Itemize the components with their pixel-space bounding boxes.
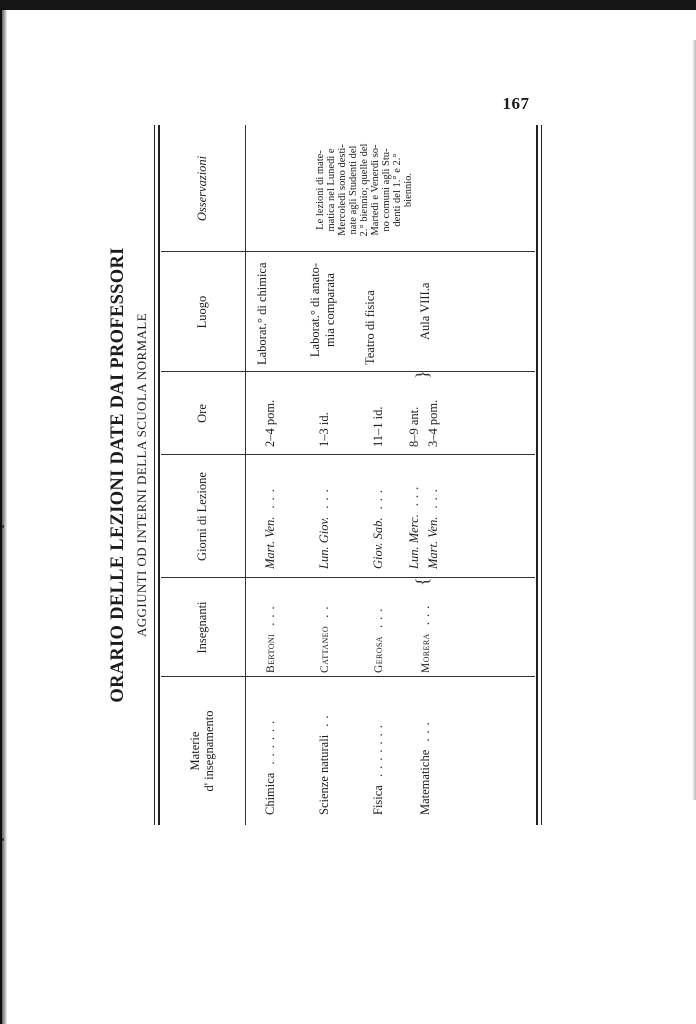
page-title: ORARIO DELLE LEZIONI DATE DAI PROFESSORI (108, 247, 128, 703)
page-number: 167 (502, 94, 530, 113)
leader-dots: ... (418, 717, 432, 750)
header-materie-line2: d' insegnamento (202, 710, 216, 792)
table-row-chimica (262, 716, 278, 815)
header-giorni: Giorni di Lezione (195, 472, 209, 561)
header-materie-line1: Materie (188, 731, 202, 771)
brace-icon: } (412, 370, 432, 379)
leader-dots: ... (426, 484, 440, 517)
insegnante-name: Bertoni (265, 633, 277, 673)
header-insegnanti: Insegnanti (195, 601, 209, 654)
note-line: Le lezioni di mate- (315, 150, 326, 230)
table-row-scienze (316, 710, 332, 815)
leader-dots: .. (317, 601, 331, 626)
insegnante-name: Morera (420, 633, 432, 673)
giorni-cell (425, 484, 441, 569)
scan-left-edge-line (0, 10, 2, 1024)
materia-cell: Scienze naturali (317, 734, 331, 815)
header-ore: Ore (195, 404, 209, 423)
insegnante-cell (417, 601, 434, 673)
header-materie (161, 677, 243, 825)
note-line: Mercoledì sono desti- (337, 144, 348, 236)
note-line: nate agli Studenti del (348, 145, 359, 235)
rotated-timetable (105, 125, 545, 825)
giorni-text: Giov. Sab. (371, 517, 385, 569)
scan-right-edge (692, 40, 696, 800)
giorni-cell (370, 485, 386, 569)
giorni-text: Lun. Merc. (407, 514, 421, 569)
materia-cell: Fisica (371, 785, 385, 815)
giorni-cell (262, 484, 278, 569)
giorni-text: Mart. Ven. (426, 516, 440, 569)
brace-icon: { (412, 577, 432, 586)
scan-speck (2, 525, 4, 528)
giorni-cell (316, 484, 332, 569)
leader-dots: ... (407, 481, 421, 515)
ore-cell: 2–4 pom. (263, 399, 277, 447)
ore-cell: 8–9 ant. (407, 406, 421, 447)
giorni-cell (406, 482, 422, 569)
insegnante-name: Cattaneo (319, 625, 331, 673)
luogo-cell (308, 255, 338, 365)
page-subtitle: AGGIUNTI OD INTERNI DELLA SCUOLA NORMALE (134, 313, 149, 638)
note-line: denti del 1.° e 2.° (392, 153, 403, 227)
ore-cell: 1–3 id. (317, 412, 331, 447)
insegnante-cell (262, 601, 279, 673)
osservazioni-note (315, 128, 414, 252)
luogo-line2: mia comparata (323, 273, 337, 347)
note-line: no comuni agli Stu- (381, 148, 392, 232)
table-row-matematiche (417, 717, 433, 815)
materia-cell: Chimica (263, 772, 277, 815)
leader-dots: ... (263, 601, 277, 634)
leader-dots: .. (317, 710, 331, 735)
insegnante-cell (316, 602, 333, 674)
scan-speck (2, 838, 4, 841)
leader-dots: ... (418, 600, 432, 634)
note-line: Martedì e Venerdì so- (370, 144, 381, 236)
luogo-line1: Laborat.° di anato- (308, 262, 322, 358)
table-row-fisica (370, 720, 386, 815)
header-luogo: Luogo (195, 295, 209, 329)
insegnante-name: Gerosa (373, 636, 385, 673)
timetable (154, 125, 542, 825)
leader-dots: ... (317, 484, 331, 517)
ore-cell: 3–4 pom. (426, 399, 440, 447)
materia-cell: Matematiche (418, 749, 432, 815)
header-rule (245, 125, 246, 825)
leader-dots: ... (371, 485, 385, 518)
leader-dots: ... (371, 603, 385, 637)
giorni-text: Lun. Giov. (317, 516, 331, 569)
note-line: 2.° biennio; quelle del (359, 143, 370, 237)
leader-dots: ...... (263, 715, 277, 773)
note-line: biennio. (403, 172, 414, 208)
insegnante-cell (370, 604, 387, 673)
ore-cell: 11–1 id. (371, 406, 385, 447)
luogo-cell: Aula VIII.a (418, 282, 432, 340)
luogo-cell: Teatro di fisica (363, 290, 377, 365)
header-osservazioni: Osservazioni (195, 155, 209, 222)
leader-dots: ....... (371, 720, 385, 786)
note-line: matica nel Lunedì e (326, 148, 337, 232)
leader-dots: ... (263, 484, 277, 517)
giorni-text: Mart. Ven. (263, 516, 277, 569)
luogo-cell: Laborat.° di chimica (255, 262, 269, 365)
scan-top-border (0, 0, 696, 10)
